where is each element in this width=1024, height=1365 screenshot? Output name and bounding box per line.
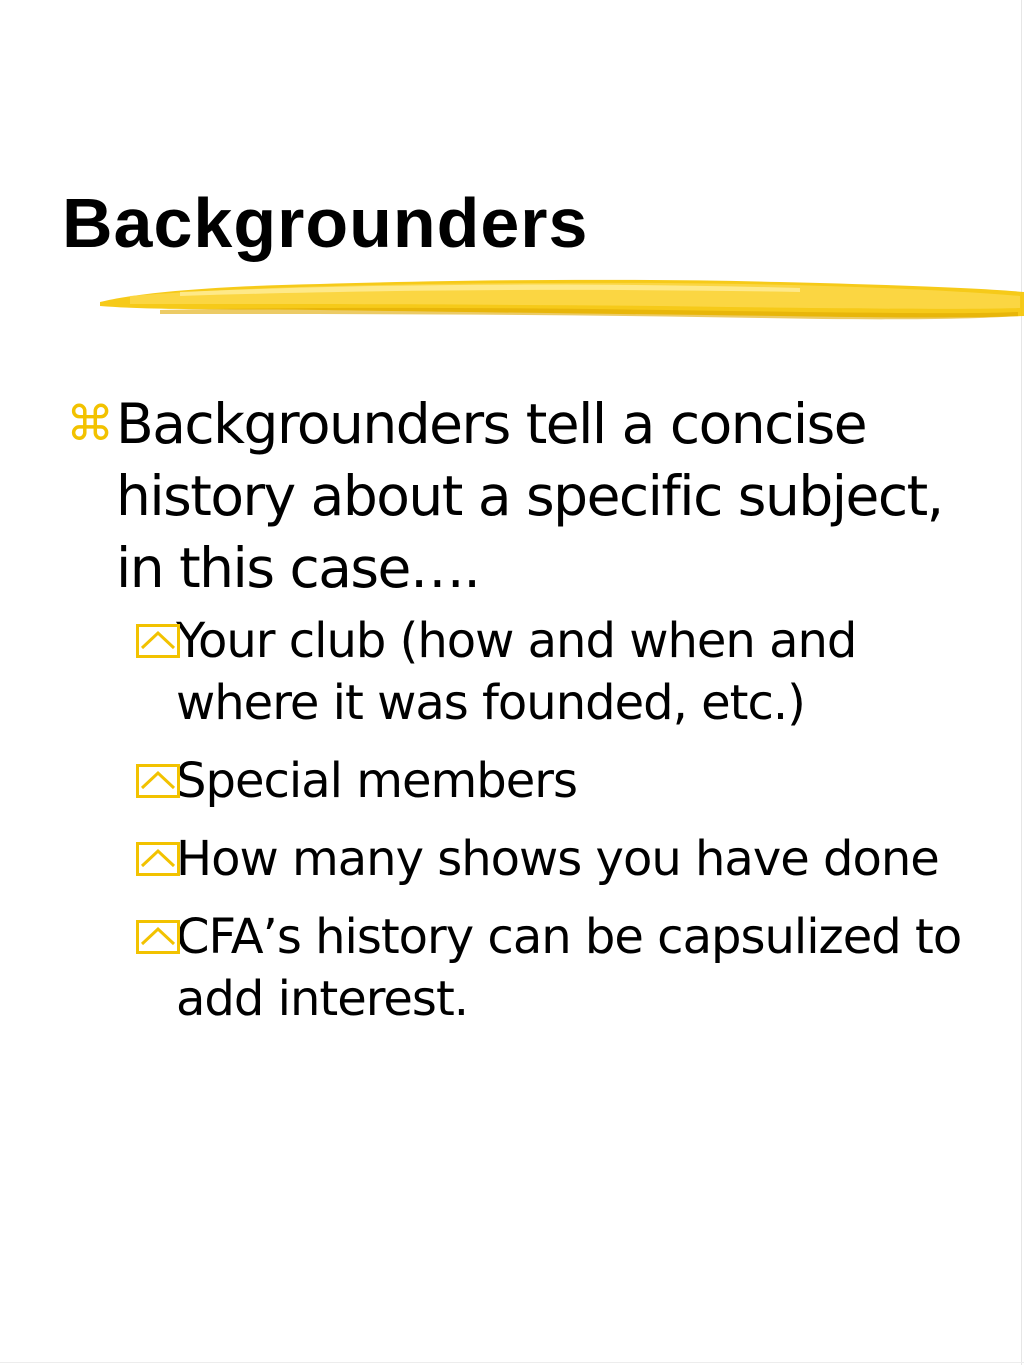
main-bullet-text: Backgrounders tell a concise history about a specific subject, in this case…. (116, 392, 943, 600)
sub-bullet-text: Special members (176, 753, 577, 809)
sub-bullet-text: How many shows you have done (176, 831, 939, 887)
sub-bullet-item (66, 828, 966, 890)
slide-content (66, 388, 966, 1046)
checkbox-envelope-icon (136, 624, 180, 658)
checkbox-envelope-icon (136, 920, 180, 954)
sub-bullet-item (66, 906, 966, 1030)
sub-bullet-text: Your club (how and when and where it was founded, etc.) (176, 613, 857, 731)
command-key-icon: ⌘ (66, 396, 113, 452)
checkbox-envelope-icon (136, 842, 180, 876)
title-underline-brush-stroke (100, 266, 1024, 332)
checkbox-envelope-icon (136, 764, 180, 798)
sub-bullet-item (66, 750, 966, 812)
sub-bullet-text: CFA’s history can be capsulized to add interest. (176, 909, 962, 1027)
slide-bottom-edge (0, 1362, 1024, 1363)
slide-title: Backgrounders (62, 184, 589, 262)
sub-bullet-list (66, 610, 966, 1030)
slide-right-edge (1021, 0, 1022, 1365)
sub-bullet-item (66, 610, 966, 734)
main-bullet-item (66, 388, 966, 604)
